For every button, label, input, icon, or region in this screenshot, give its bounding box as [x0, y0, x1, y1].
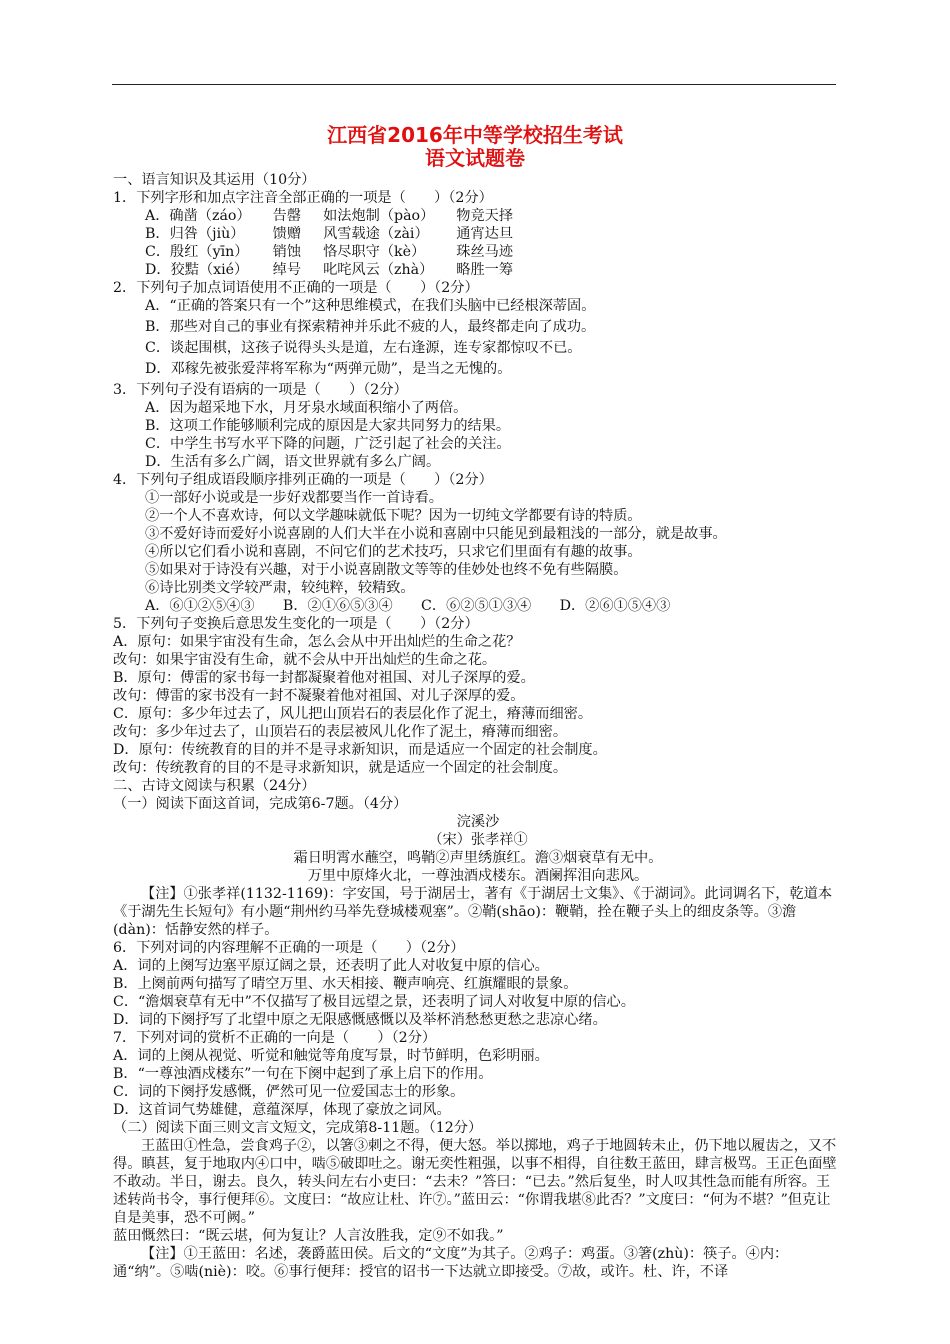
classical-passage-end: 蓝田慨然曰：“既云堪，何为复让？人言汝胜我，定⑨不如我。”: [113, 1228, 504, 1244]
question-4-item-6: ⑥诗比别类文学较严肃，较纯粹，较精致。: [145, 580, 415, 596]
option-cell: 物竞天择: [456, 208, 514, 224]
part-2-heading: （二）阅读下面三则文言文短文，完成第8-11题。（12分）: [113, 1120, 483, 1136]
option-row: [145, 243, 535, 261]
option-cell: A．确凿（záo）: [145, 208, 251, 224]
exam-title: 江西省2016年中等学校招生考试: [327, 123, 623, 147]
poem-line-1: 霜日明霄水蘸空，鸣鞘②声里绣旗红。澹③烟衰草有无中。: [293, 850, 663, 866]
question-7-option-a: A．词的上阕从视觉、听觉和触觉等角度写景，时节鲜明，色彩明丽。: [113, 1048, 549, 1064]
option-cell: 馈赠: [272, 226, 302, 242]
top-rule: [112, 84, 836, 85]
question-7-option-c: C．词的下阕抒发感慨，俨然可见一位爱国志士的形象。: [113, 1084, 465, 1100]
question-1-options: [113, 207, 843, 279]
option-cell: 风雪载途（zài）: [323, 226, 429, 242]
option-cell: 如法炮制（pào）: [323, 208, 435, 224]
question-4-item-2: ②一个人不喜欢诗，何以文学趣味就低下呢？因为一切纯文学都要有诗的特质。: [145, 508, 642, 524]
option-cell: 销蚀: [272, 244, 302, 260]
question-5-line: D．原句：传统教育的目的并不是寻求新知识，而是适应一个固定的社会制度。: [113, 742, 607, 758]
option-row: [145, 261, 535, 279]
part-1-heading: （一）阅读下面这首词，完成第6-7题。（4分）: [113, 796, 408, 812]
classical-passage: 王蓝田①性急，尝食鸡子②，以箸③刺之不得，便大怒。举以掷地，鸡子于地圆转未止，仍下地以履齿之，又不得。瞋甚，复于地取内④口中，啮⑤破即吐之。谢无奕性粗强，以事不相得，自往数王蓝田，肆言极骂。王正色面壁不敢动。半日，谢去。良久，转头问左右小吏曰：“去未？”答曰：“已去。”然后复坐，时人叹其性急而能有所容。王述转尚书令，事行便拜⑥。文度曰：“故应让杜、许⑦。”蓝田云：“你谓我堪⑧此否？”文度曰：“何为不堪？”但克让自是美事，恐不可阙。”: [113, 1138, 837, 1226]
poem-line-2: 万里中原烽火北，一尊浊酒戍楼东。酒阑挥泪向悲风。: [307, 868, 649, 884]
question-5-stem: 5．下列句子变换后意思发生变化的一项是（ ）（2分）: [113, 616, 479, 632]
exam-body: [113, 171, 843, 1281]
option-cell: 珠丝马迹: [456, 244, 514, 260]
question-6-option-d: D．词的下阕抒写了北望中原之无限感慨感慨以及举杯消愁愁更愁之悲凉心绪。: [113, 1012, 607, 1028]
question-5-line: B．原句：傅雷的家书每一封都凝聚着他对祖国、对儿子深厚的爱。: [113, 670, 535, 686]
question-2-option-d: D．邓稼先被张爱萍将军称为“两弹元勋”，是当之无愧的。: [145, 361, 512, 377]
question-5-line: 改句：如果宇宙没有生命，就不会从中开出灿烂的生命之花。: [113, 652, 497, 668]
question-1-stem: 1．下列字形和加点字注音全部正确的一项是（ ）（2分）: [113, 190, 493, 206]
option-cell: 告罄: [272, 208, 302, 224]
option-cell: 恪尽职守（kè）: [323, 244, 426, 260]
option-row: [145, 225, 535, 243]
section-heading-2: 二、古诗文阅读与积累（24分）: [113, 778, 316, 794]
option-cell: B．归咎（jiù）: [145, 226, 245, 242]
question-5-line: C．原句：多少年过去了，风儿把山顶岩石的表层化作了泥土，瘠薄而细密。: [113, 706, 593, 722]
option-cell: C．殷红（yīn）: [145, 244, 249, 260]
question-4-answers: A．⑥①②⑤④③ B．②①⑥⑤③④ C．⑥②⑤①③④ D．②⑥①⑤④③: [145, 598, 671, 614]
question-5-line: A．原句：如果宇宙没有生命，怎么会从中开出灿烂的生命之花？: [113, 634, 521, 650]
question-7-option-d: D．这首词气势雄健，意蕴深厚，体现了豪放之词风。: [113, 1102, 451, 1118]
option-cell: 通宵达旦: [456, 226, 514, 242]
question-6-stem: 6．下列对词的内容理解不正确的一项是（ ）（2分）: [113, 940, 465, 956]
option-cell: 绰号: [272, 262, 302, 278]
question-2-option-a: A．“正确的答案只有一个”这种思维模式，在我们头脑中已经根深蒂固。: [145, 298, 596, 314]
exam-subtitle: 语文试题卷: [425, 146, 525, 170]
question-4-stem: 4．下列句子组成语段顺序排列正确的一项是（ ）（2分）: [113, 472, 493, 488]
option-cell: 叱咤风云（zhà）: [323, 262, 434, 278]
question-2-option-c: C．谈起围棋，这孩子说得头头是道，左右逢源，连专家都惊叹不已。: [145, 340, 582, 356]
question-7-option-b: B．“一尊浊酒戍楼东”一句在下阕中起到了承上启下的作用。: [113, 1066, 493, 1082]
question-4-item-4: ④所以它们看小说和喜剧，不问它们的艺术技巧，只求它们里面有有趣的故事。: [145, 544, 642, 560]
question-5-line: 改句：传统教育的目的不是寻求新知识，就是适应一个固定的社会制度。: [113, 760, 568, 776]
question-4-item-1: ①一部好小说或是一步好戏都要当作一首诗看。: [145, 490, 443, 506]
question-2-stem: 2．下列句子加点词语使用不正确的一项是（ ）（2分）: [113, 280, 479, 296]
question-2-option-b: B．那些对自己的事业有探索精神并乐此不疲的人，最终都走向了成功。: [145, 319, 596, 335]
question-4-item-3: ③不爱好诗而爱好小说喜剧的人们大半在小说和喜剧中只能见到最粗浅的一部分，就是故事。: [145, 526, 727, 542]
option-cell: D．狡黠（xié）: [145, 262, 249, 278]
question-3-option-b: B．这项工作能够顺利完成的原因是大家共同努力的结果。: [145, 418, 511, 434]
question-6-option-a: A．词的上阕写边塞平原辽阔之景，还表明了此人对收复中原的信心。: [113, 958, 549, 974]
poem-note: 【注】①张孝祥(1132-1169)：字安国，号于湖居士，著有《于湖居士文集》、《于湖词》。此词调名下，乾道本《于湖先生长短句》有小题“荆州约马举先登城楼观塞”。②鞘(shāo)：鞭鞘，拴在鞭子头上的细皮条等。③澹(dàn)：恬静安然的样子。: [113, 886, 833, 938]
section-heading-1: 一、语言知识及其运用（10分）: [113, 172, 316, 188]
question-3-option-c: C．中学生书写水平下降的问题，广泛引起了社会的关注。: [145, 436, 511, 452]
option-row: [145, 207, 535, 225]
poem-title: 浣溪沙: [456, 814, 500, 830]
question-6-option-b: B．上阕前两句描写了晴空万里、水天相接、鞭声响亮、红旗耀眼的景象。: [113, 976, 578, 992]
question-3-option-a: A．因为超采地下水，月牙泉水域面积缩小了两倍。: [145, 400, 468, 416]
poem-author: （宋）张孝祥①: [428, 832, 528, 848]
option-cell: 略胜一筹: [456, 262, 514, 278]
question-5-line: 改句：多少年过去了，山顶岩石的表层被风儿化作了泥土，瘠薄而细密。: [113, 724, 568, 740]
question-5-line: 改句：傅雷的家书没有一封不凝聚着他对祖国、对儿子深厚的爱。: [113, 688, 525, 704]
question-3-option-d: D．生活有多么广阔，语文世界就有多么广阔。: [145, 454, 441, 470]
question-4-item-5: ⑤如果对于诗没有兴趣，对于小说喜剧散文等等的佳妙处也终不免有些隔膜。: [145, 562, 628, 578]
passage-note: 【注】①王蓝田：名述，袭爵蓝田侯。后文的“文度”为其子。②鸡子：鸡蛋。③箸(zhù)：筷子。④内：通“纳”。⑤啮(niè)：咬。⑥事行便拜：授官的诏书一下达就立即接受。⑦故，或许。杜、许，不译: [113, 1246, 789, 1280]
question-7-stem: 7．下列对词的赏析不正确的一向是（ ）（2分）: [113, 1030, 437, 1046]
question-6-option-c: C．“澹烟衰草有无中”不仅描写了极目远望之景，还表明了词人对收复中原的信心。: [113, 994, 635, 1010]
question-3-stem: 3．下列句子没有语病的一项是（ ）（2分）: [113, 382, 408, 398]
